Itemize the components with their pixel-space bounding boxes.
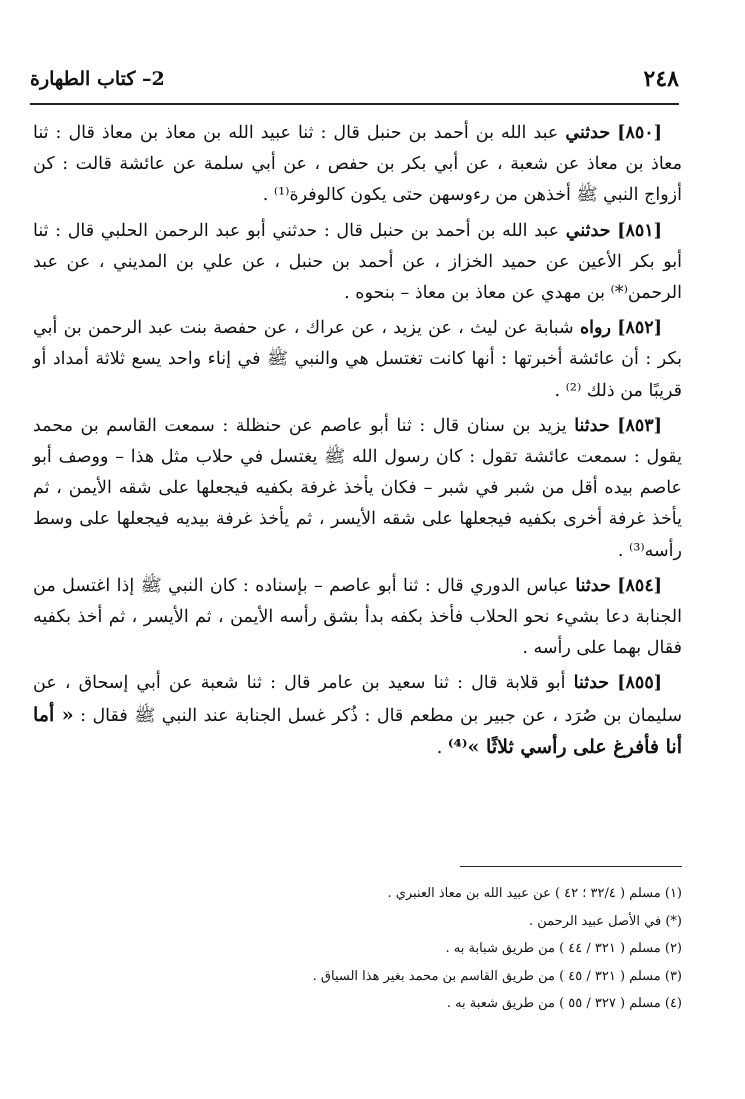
hadith-lead-word: حدثنا — [573, 673, 610, 694]
hadith-number: [٨٥٠] — [617, 123, 662, 143]
running-title: 2– كتاب الطهارة — [30, 68, 165, 90]
hadith-body — [33, 118, 682, 768]
hadith-text: عبد الله بن أحمد بن حنبل قال : ثنا عبيد الله بن معاذ بن معاذ قال : ثنا معاذ بن معاذ عن شعبة ، عن أبي بكر بن حفص ، عن أبي سلمة عن عائشة قالت : كن أزواج النبي ﷺ أخذهن من رءوسهن حتى يكون كالوفرة⁽¹⁾ . — [33, 123, 682, 206]
page-header — [30, 66, 679, 100]
footnotes — [60, 880, 682, 1018]
hadith-text: شبابة عن ليث ، عن يزيد ، عن عراك ، عن حفصة بنت عبد الرحمن بن أبي بكر : أن عائشة أخبرتها : أنها كانت تغتسل هي والنبي ﷺ في إناء واحد يسع ثلاثة أمداد أو قريبًا من ذلك ⁽²⁾ . — [33, 318, 682, 401]
hadith-paragraph — [33, 118, 682, 212]
footnote-rule — [460, 866, 682, 867]
hadith-text: أبو قلابة قال : ثنا سعيد بن عامر قال : ثنا شعبة عن أبي إسحاق ، عن سليمان بن صُرَد ، عن جبير بن مطعم قال : ذُكر غسل الجنابة عند النبي ﷺ فقال : — [33, 673, 682, 726]
hadith-text: يزيد بن سنان قال : ثنا أبو عاصم عن حنظلة : سمعت القاسم بن محمد يقول : سمعت عائشة تقول : كان رسول الله ﷺ يغتسل في حلاب مثل هذا – ووصف أبو عاصم بيده أقل من شبر في شبر – فكان يأخذ غرفة بكفيه فيجعلها على شقه الأيمن ، ثم يأخذ غرفة أخرى بكفيه فيجعلها على شقه الأيسر ، ثم يأخذ غرفة بيديه فيجعلها على وسط رأسه⁽³⁾ . — [33, 415, 682, 561]
hadith-paragraph — [33, 216, 682, 310]
hadith-lead-word: حدثنا — [574, 415, 610, 436]
hadith-lead-word: حدثنا — [575, 575, 611, 596]
hadith-lead-word: رواه — [580, 318, 611, 339]
page-number: ٢٤٨ — [643, 66, 679, 92]
hadith-paragraph — [33, 571, 682, 665]
hadith-text: عبد الله بن أحمد بن حنبل قال : حدثني أبو عبد الرحمن الحلبي قال : ثنا أبو بكر الأعين عن حميد الخزاز ، عن أحمد بن حنبل ، عن علي بن المديني ، عن عبد الرحمن⁽*⁾ بن مهدي عن معاذ بن معاذ – بنحوه . — [33, 220, 682, 304]
footnote: (٣) مسلم ( ٣٢١ / ٤٥ ) من طريق القاسم بن محمد بغير هذا السياق . — [312, 968, 682, 984]
hadith-number: [٨٥٢] — [617, 318, 662, 339]
footnote: (٤) مسلم ( ٣٢٧ / ٥٥ ) من طريق شعبة به . — [446, 996, 682, 1012]
hadith-number: [٨٥٣] — [617, 415, 662, 436]
footnote: (١) مسلم ( ٣٢/٤ ؛ ٤٢ ) عن عبيد الله بن معاذ العنبري . — [387, 886, 682, 901]
hadith-number: [٨٥٥] — [617, 673, 662, 694]
hadith-lead-word: حدثني — [565, 220, 611, 241]
hadith-paragraph — [33, 411, 682, 567]
footnote: (٢) مسلم ( ٣٢١ / ٤٤ ) من طريق شبابة به . — [445, 941, 682, 957]
hadith-text: عباس الدوري قال : ثنا أبو عاصم – بإسناده : كان النبي ﷺ إذا اغتسل من الجنابة دعا بشيء نحو الحلاب فأخذ بكفه بدأ بشق رأسه الأيمن ، ثم الأيسر ، ثم أخذ بكفيه فقال بهما على رأسه . — [33, 575, 682, 659]
header-rule — [30, 103, 679, 105]
hadith-lead-word: حدثني — [565, 123, 611, 143]
hadith-paragraph — [33, 668, 682, 764]
footnote: (*) في الأصل عبيد الرحمن . — [528, 913, 682, 929]
hadith-number: [٨٥١] — [617, 220, 662, 241]
hadith-number: [٨٥٤] — [617, 575, 662, 596]
prophet-quote: « أما أنا فأفرغ على رأسي ثلاثًا »⁽⁴⁾ — [33, 703, 682, 758]
hadith-tail: . — [436, 737, 448, 758]
hadith-paragraph — [33, 313, 682, 407]
